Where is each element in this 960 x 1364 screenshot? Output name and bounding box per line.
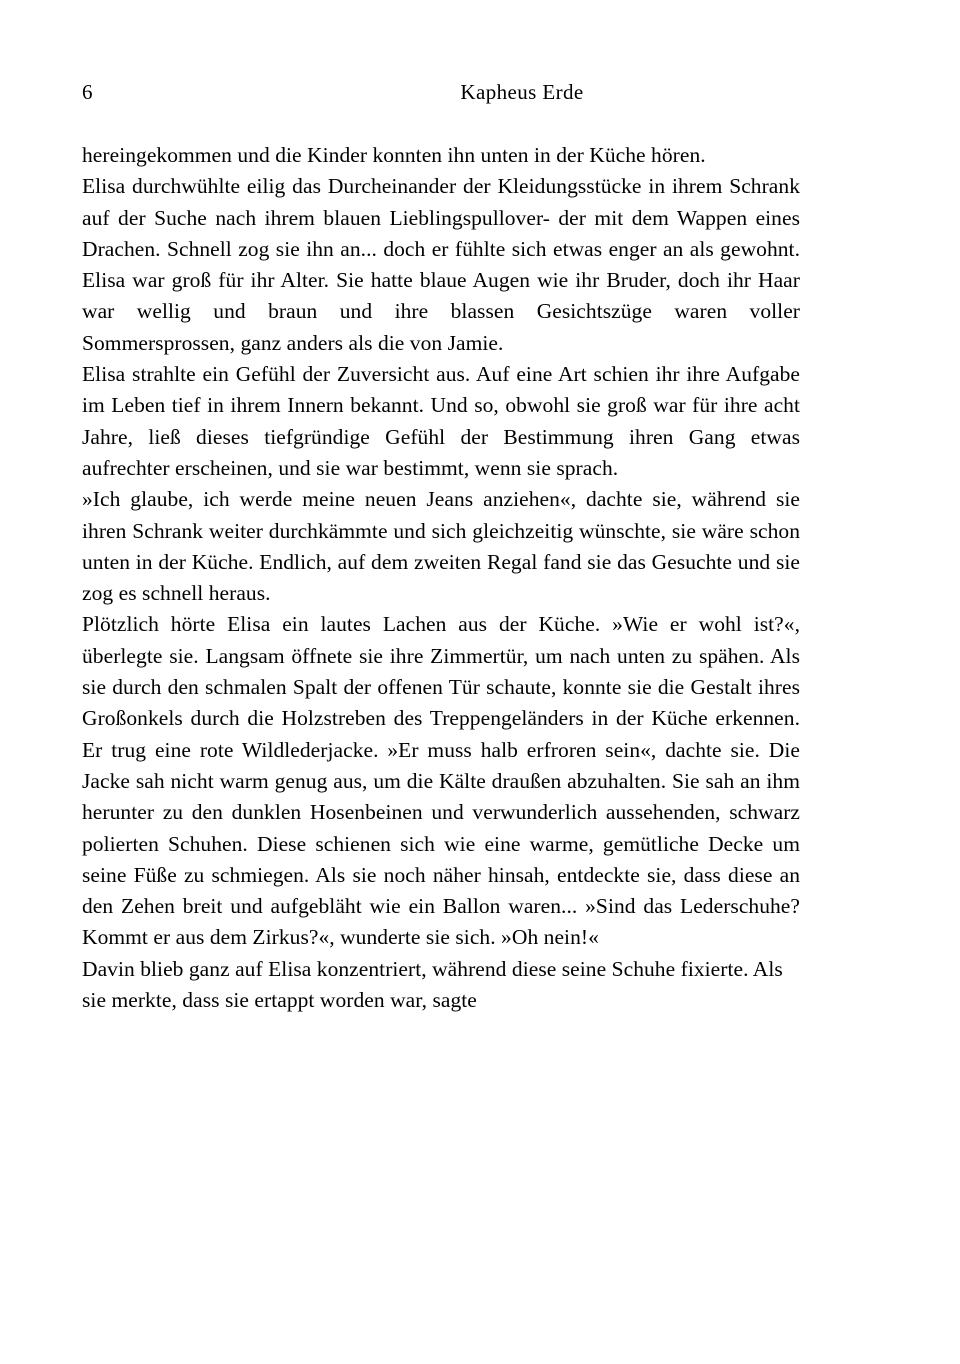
paragraph: Davin blieb ganz auf Elisa konzentriert, während diese seine Schuhe fixierte. Als sie merkte, dass sie ertappt worden war, sagte (82, 956, 783, 1013)
running-title: Kapheus Erde (460, 80, 584, 104)
paragraph: »Ich glaube, ich werde meine neuen Jeans anziehen«, dachte sie, während sie ihren Schrank weiter durchkämmte und sich gleichzeitig wünschte, sie wäre schon unten in der Küche. Endlich, auf dem zweiten Regal fand sie das Gesuchte und sie zog es schnell heraus. (82, 487, 800, 606)
paragraph: hereingekommen und die Kinder konnten ihn unten in der Küche hören. (82, 143, 706, 167)
paragraph: Elisa durchwühlte eilig das Durcheinander der Kleidungsstücke in ihrem Schrank auf der Suche nach ihrem blauen Lieblingspullover- der mit dem Wappen eines Drachen. Schnell zog sie ihn an... doch er fühlte sich etwas enger an als gewohnt. Elisa war groß für ihr Alter. Sie hatte blaue Augen wie ihr Bruder, doch ihr Haar war wellig und braun und ihre blassen Gesichtszüge waren voller Sommersprossen, ganz anders als die von Jamie. (82, 174, 800, 355)
body-text (82, 140, 800, 1016)
paragraph: Elisa strahlte ein Gefühl der Zuversicht aus. Auf eine Art schien ihr ihre Aufgabe im Leben tief in ihrem Innern bekannt. Und so, obwohl sie groß war für ihre acht Jahre, ließ dieses tiefgründige Gefühl der Bestimmung ihren Gang etwas aufrechter erscheinen, und sie war bestimmt, wenn sie sprach. (82, 362, 800, 480)
page-number: 6 (82, 80, 93, 104)
paragraph: Plötzlich hörte Elisa ein lautes Lachen aus der Küche. »Wie er wohl ist?«, überlegte sie. Langsam öffnete sie ihre Zimmertür, um nach unten zu spähen. Als sie durch den schmalen Spalt der offenen Tür schaute, konnte sie die Gestalt ihres Großonkels durch die Holzstreben des Treppengeländers in der Küche erkennen. Er trug eine rote Wildlederjacke. »Er muss halb erfroren sein«, dachte sie. Die Jacke sah nicht warm genug aus, um die Kälte draußen abzuhalten. Sie sah an ihm herunter zu den dunklen Hosenbeinen und verwunderlich aussehenden, schwarz polierten Schuhen. Diese schienen sich wie eine warme, gemütliche Decke um seine Füße zu schmiegen. Als sie noch näher hinsah, entdeckte sie, dass diese an den Zehen breit und aufgebläht wie ein Ballon waren... »Sind das Lederschuhe? Kommt er aus dem Zirkus?«, wunderte sie sich. »Oh nein!« (82, 612, 800, 950)
page-header (82, 78, 882, 112)
